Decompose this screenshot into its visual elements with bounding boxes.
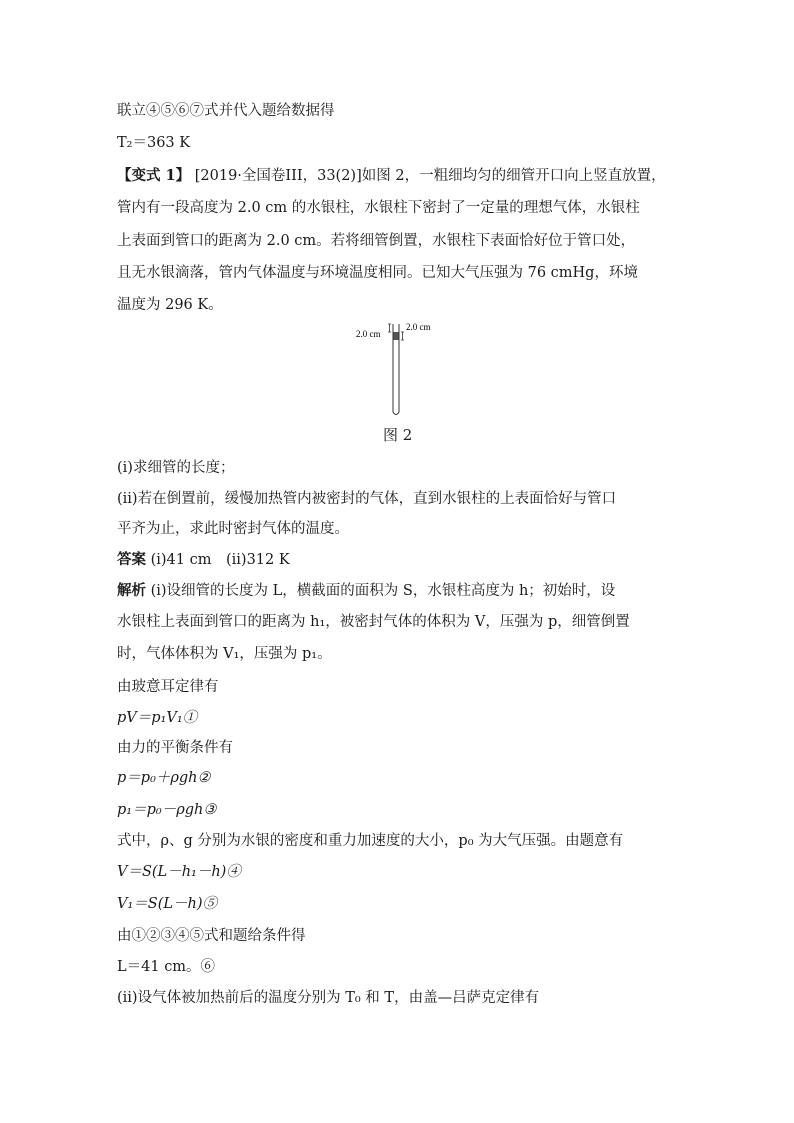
line-21-text: V₁＝S(L－h)⑤	[117, 896, 217, 912]
line-18-text: p₁＝p₀－ρgh③	[117, 802, 217, 818]
line-10	[117, 550, 290, 570]
label-left: 2.0 cm	[356, 329, 381, 339]
line-15-text: pV＝p₁V₁①	[117, 710, 198, 726]
line-1	[117, 133, 190, 153]
line-18	[117, 800, 216, 820]
line-0-text: 联立④⑤⑥⑦式并代入题给数据得	[117, 103, 335, 119]
line-17	[117, 768, 211, 788]
tube-figure	[350, 318, 450, 418]
line-1-text: T₂＝363 K	[117, 135, 191, 151]
line-11-text: (ⅰ)设细管的长度为 L，横截面的面积为 S，水银柱高度为 h；初始时，设	[146, 583, 616, 599]
line-10-text: (ⅰ)41 cm (ⅱ)312 K	[146, 552, 290, 568]
line-2-text: [2019·全国卷III，33(2)]如图 2，一粗细均匀的细管开口向上竖直放置，	[190, 168, 666, 184]
line-11	[117, 581, 615, 601]
line-16	[117, 738, 233, 758]
line-3-text: 管内有一段高度为 2.0 cm 的水银柱，水银柱下密封了一定量的理想气体，水银柱	[117, 200, 640, 216]
line-9	[117, 519, 349, 539]
line-6-text: 温度为 296 K。	[117, 297, 223, 313]
line-0	[117, 101, 335, 121]
line-7-text: (ⅰ)求细管的长度；	[117, 460, 235, 476]
line-19-text: 式中，ρ、g 分别为水银的密度和重力加速度的大小，p₀ 为大气压强。由题意有	[117, 833, 624, 849]
line-4	[117, 231, 635, 251]
line-5	[117, 263, 638, 283]
line-8	[117, 489, 616, 509]
label-right: 2.0 cm	[406, 322, 431, 332]
line-23-text: L＝41 cm。⑥	[117, 959, 216, 975]
line-8-text: (ⅱ)若在倒置前，缓慢加热管内被密封的气体，直到水银柱的上表面恰好与管口	[117, 491, 617, 507]
line-7	[117, 458, 234, 478]
analysis-label: 解析	[117, 582, 146, 599]
line-24-text: (ⅱ)设气体被加热前后的温度分别为 T₀ 和 T，由盖—吕萨克定律有	[117, 990, 540, 1006]
line-13-text: 时，气体体积为 V₁，压强为 p₁。	[117, 646, 332, 662]
line-2	[117, 166, 666, 186]
line-19	[117, 831, 623, 851]
line-13	[117, 644, 332, 664]
line-12	[117, 612, 630, 632]
figure-caption: 图 2	[383, 426, 413, 444]
line-17-text: p＝p₀＋ρgh②	[117, 770, 211, 786]
line-24	[117, 988, 539, 1008]
line-22	[117, 926, 306, 946]
line-22-text: 由①②③④⑤式和题给条件得	[117, 928, 306, 944]
answer-label: 答案	[117, 551, 146, 568]
line-15	[117, 708, 197, 728]
line-23	[117, 957, 215, 977]
line-20-text: V＝S(L－h₁－h)④	[117, 864, 241, 880]
line-12-text: 水银柱上表面到管口的距离为 h₁，被密封气体的体积为 V，压强为 p，细管倒置	[117, 614, 630, 630]
line-21	[117, 894, 217, 914]
line-6	[117, 295, 223, 315]
line-5-text: 且无水银滴落，管内气体温度与环境温度相同。已知大气压强为 76 cmHg，环境	[117, 265, 638, 281]
line-14-text: 由玻意耳定律有	[117, 679, 219, 695]
line-3	[117, 198, 640, 218]
line-9-text: 平齐为止，求此时密封气体的温度。	[117, 521, 349, 537]
line-4-text: 上表面到管口的距离为 2.0 cm。若将细管倒置，水银柱下表面恰好位于管口处，	[117, 233, 636, 249]
variant-label: 【变式 1】	[117, 167, 191, 184]
line-16-text: 由力的平衡条件有	[117, 740, 233, 756]
line-14	[117, 677, 219, 697]
line-20	[117, 862, 241, 882]
